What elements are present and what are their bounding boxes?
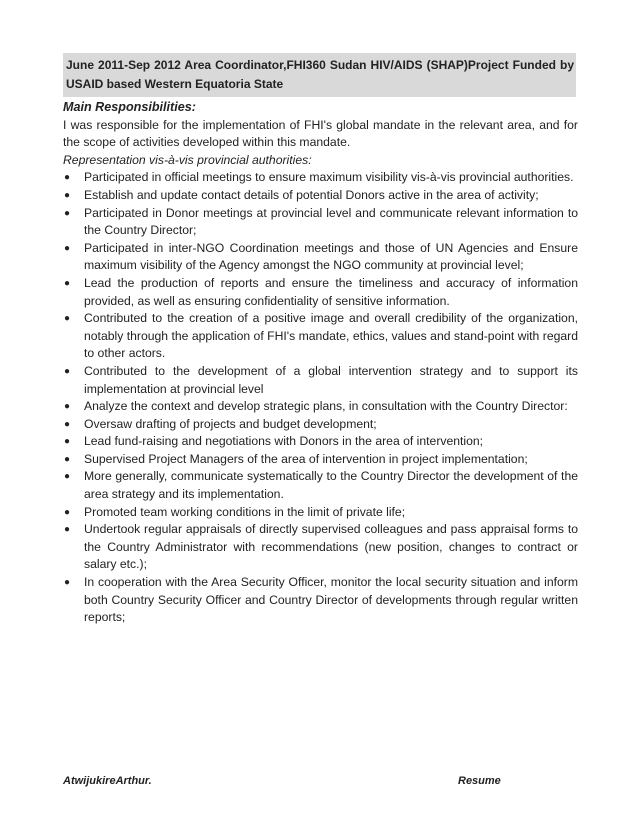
subheading: Representation vis-à-vis provincial authorities:: [63, 152, 312, 167]
list-item: [63, 468, 578, 503]
bullet-icon: ●: [64, 471, 71, 483]
bullet-icon: ●: [64, 524, 71, 536]
list-item: [63, 574, 578, 627]
bullet-icon: ●: [64, 207, 71, 219]
bullet-icon: ●: [64, 453, 71, 465]
list-item-text: Lead fund-raising and negotiations with Donors in the area of intervention;: [84, 434, 484, 449]
list-item: [63, 521, 578, 574]
bullet-icon: ●: [64, 506, 71, 518]
section-title-text: Main Responsibilities: [63, 100, 192, 114]
job-header: June 2011-Sep 2012 Area Coordinator,FHI360 Sudan HIV/AIDS (SHAP)Project Funded by USAID based Western Equatoria State: [63, 53, 576, 97]
list-item-text: Participated in Donor meetings at provincial level and communicate relevant information to the Country Director;: [84, 205, 578, 238]
bullet-icon: ●: [64, 242, 71, 254]
section-title: [63, 99, 578, 117]
responsibilities-list: [63, 169, 578, 626]
intro-paragraph: I was responsible for the implementation of FHI's global mandate in the relevant area, and for the scope of activities developed within this mandate.: [63, 117, 578, 150]
list-item: [63, 169, 578, 187]
bullet-icon: ●: [64, 418, 71, 430]
bullet-icon: ●: [64, 365, 71, 377]
list-item: [63, 398, 578, 416]
list-item-text: Analyze the context and develop strategic plans, in consultation with the Country Director:: [84, 399, 568, 414]
list-item-text: Contributed to the development of a global intervention strategy and to support its implementation at provincial level: [84, 363, 578, 396]
bullet-icon: ●: [64, 577, 71, 589]
list-item-text: Oversaw drafting of projects and budget development;: [84, 416, 377, 431]
list-item-text: Promoted team working conditions in the limit of private life;: [84, 504, 406, 519]
list-item: [63, 240, 578, 275]
list-item-text: Supervised Project Managers of the area of intervention in project implementation;: [84, 451, 528, 466]
list-item: [63, 363, 578, 398]
list-item: [63, 433, 578, 451]
list-item-text: Establish and update contact details of potential Donors active in the area of activity;: [84, 187, 539, 202]
list-item: [63, 416, 578, 434]
footer-document-label: Resume: [458, 775, 501, 787]
responsibilities-section: [63, 99, 578, 627]
bullet-icon: ●: [64, 172, 71, 184]
list-item: [63, 504, 578, 522]
list-item: [63, 187, 578, 205]
list-item: [63, 275, 578, 310]
list-item-text: Lead the production of reports and ensure the timeliness and accuracy of information provided, as well as ensuring confidentiality of sensitive information.: [84, 275, 578, 308]
list-item: [63, 310, 578, 363]
list-item-text: More generally, communicate systematically to the Country Director the development of the area strategy and its implementation.: [84, 469, 578, 502]
list-item-text: Contributed to the creation of a positive image and overall credibility of the organization, notably through the application of FHI's mandate, ethics, values and stand-point with regard to other actors.: [84, 311, 578, 361]
bullet-icon: ●: [64, 401, 71, 413]
list-item: [63, 205, 578, 240]
list-item-text: Participated in inter-NGO Coordination meetings and those of UN Agencies and Ensure maximum visibility of the Agency amongst the NGO community at provincial level;: [84, 240, 578, 273]
footer-author-name: AtwijukireArthur.: [63, 775, 152, 787]
section-title-suffix: :: [191, 100, 196, 114]
bullet-icon: ●: [64, 189, 71, 201]
bullet-icon: ●: [64, 277, 71, 289]
list-item-text: Undertook regular appraisals of directly supervised colleagues and pass appraisal forms to the Country Administrator with recommendations (new position, changes to contract or salary etc.);: [84, 522, 578, 572]
bullet-icon: ●: [64, 436, 71, 448]
list-item-text: Participated in official meetings to ensure maximum visibility vis-à-vis provincial authorities.: [84, 170, 574, 185]
list-item: [63, 451, 578, 469]
bullet-icon: ●: [64, 313, 71, 325]
list-item-text: In cooperation with the Area Security Officer, monitor the local security situation and inform both Country Security Officer and Country Director of developments through regular written reports;: [84, 575, 578, 625]
